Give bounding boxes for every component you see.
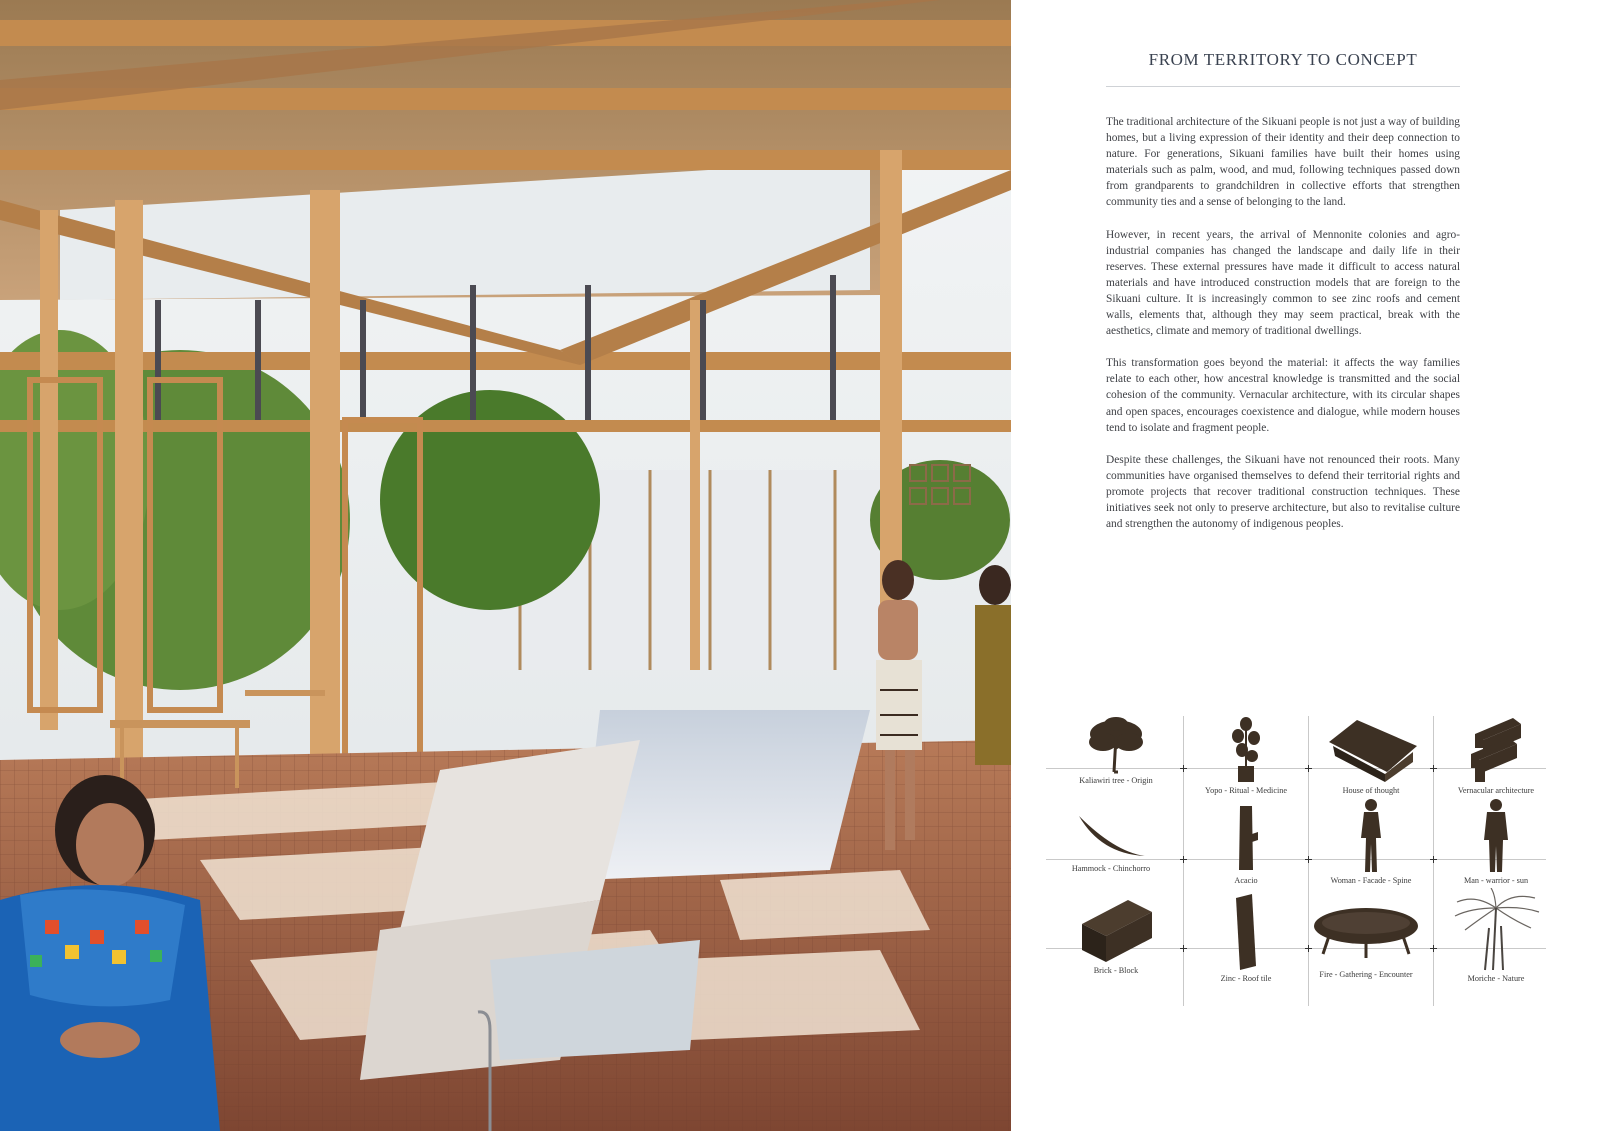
zinc-sheet-icon — [1226, 892, 1266, 972]
title-divider — [1106, 86, 1460, 87]
legend-item-kaliawiri-tree — [1056, 716, 1176, 785]
legend-item-brick — [1056, 894, 1176, 975]
paragraph-3: This transformation goes beyond the material: it affects the way families relate to each other, how ancestral knowledge is transmitted and the social cohesion of the community. Vernacular architecture, with its circular shapes and open spaces, encourages coexistence and dialogue, while modern houses tend to isolate and fragment people. — [1106, 357, 1460, 434]
legend-item-woman — [1311, 798, 1431, 885]
legend-item-man — [1436, 798, 1556, 885]
text-panel — [1011, 0, 1600, 1131]
legend-label: Moriche - Nature — [1467, 974, 1525, 983]
brick-icon — [1076, 894, 1156, 964]
legend-label: Man - warrior - sun — [1463, 876, 1529, 885]
legend-item-acacio — [1186, 804, 1306, 885]
woman-figure-icon — [1351, 798, 1391, 874]
log-icon — [1226, 804, 1266, 874]
paragraph-4: Despite these challenges, the Sikuani have not renounced their roots. Many communities have organised themselves to defend their territorial rights and promote projects that recover traditional construction techniques. These initiatives seek not only to preserve architecture, but also to revitalise culture and strengthen the autonomy of indigenous peoples. — [1106, 453, 1460, 531]
legend-item-fire — [1306, 906, 1426, 979]
palm-icon — [1451, 888, 1541, 972]
fire-bowl-icon — [1311, 906, 1421, 968]
legend-label: Fire - Gathering - Encounter — [1319, 970, 1413, 979]
man-figure-icon — [1476, 798, 1516, 874]
legend-label: Vernacular architecture — [1457, 786, 1535, 795]
legend-label: Woman - Facade - Spine — [1330, 876, 1412, 885]
legend-item-moriche — [1436, 888, 1556, 983]
legend-item-vernacular-architecture — [1436, 716, 1556, 795]
concept-legend-grid — [1046, 716, 1546, 1016]
house-icon — [1321, 716, 1421, 784]
potted-plant-icon — [1216, 716, 1276, 784]
stacked-blocks-icon — [1461, 716, 1531, 784]
legend-label: House of thought — [1342, 786, 1400, 795]
legend-label: Yopo - Ritual - Medicine — [1205, 786, 1287, 795]
legend-label: Acacio — [1234, 876, 1258, 885]
legend-item-house-of-thought — [1311, 716, 1431, 795]
legend-label: Kaliawiri tree - Origin — [1079, 776, 1153, 785]
body-text — [1106, 114, 1460, 548]
legend-label: Brick - Block — [1093, 966, 1139, 975]
paragraph-2: However, in recent years, the arrival of Mennonite colonies and agro-industrial companies has changed the landscape and daily life in their reserves. These external pressures have made it difficult to access natural materials and have introduced construction models that are foreign to the Sikuani culture. It is increasingly common to see zinc roofs and cement walls, elements that, although they may seem practical, break with the aesthetics, climate and memory of traditional dwellings. — [1106, 228, 1460, 338]
legend-item-yopo — [1186, 716, 1306, 795]
legend-item-zinc — [1186, 892, 1306, 983]
legend-label: Hammock - Chinchorro — [1071, 864, 1151, 873]
paragraph-1: The traditional architecture of the Sikuani people is not just a way of building homes, but a living expression of their identity and their deep connection to nature. For generations, Sikuani families have built their homes using materials such as palm, wood, and mud, following techniques passed down from grandparents to grandchildren in collective efforts that strengthen community ties and a sense of belonging to the land. — [1106, 116, 1460, 209]
tree-icon — [1081, 716, 1151, 774]
page-title: FROM TERRITORY TO CONCEPT — [1148, 50, 1418, 69]
hammock-icon — [1071, 812, 1151, 862]
legend-item-hammock — [1051, 812, 1171, 873]
legend-label: Zinc - Roof tile — [1220, 974, 1272, 983]
